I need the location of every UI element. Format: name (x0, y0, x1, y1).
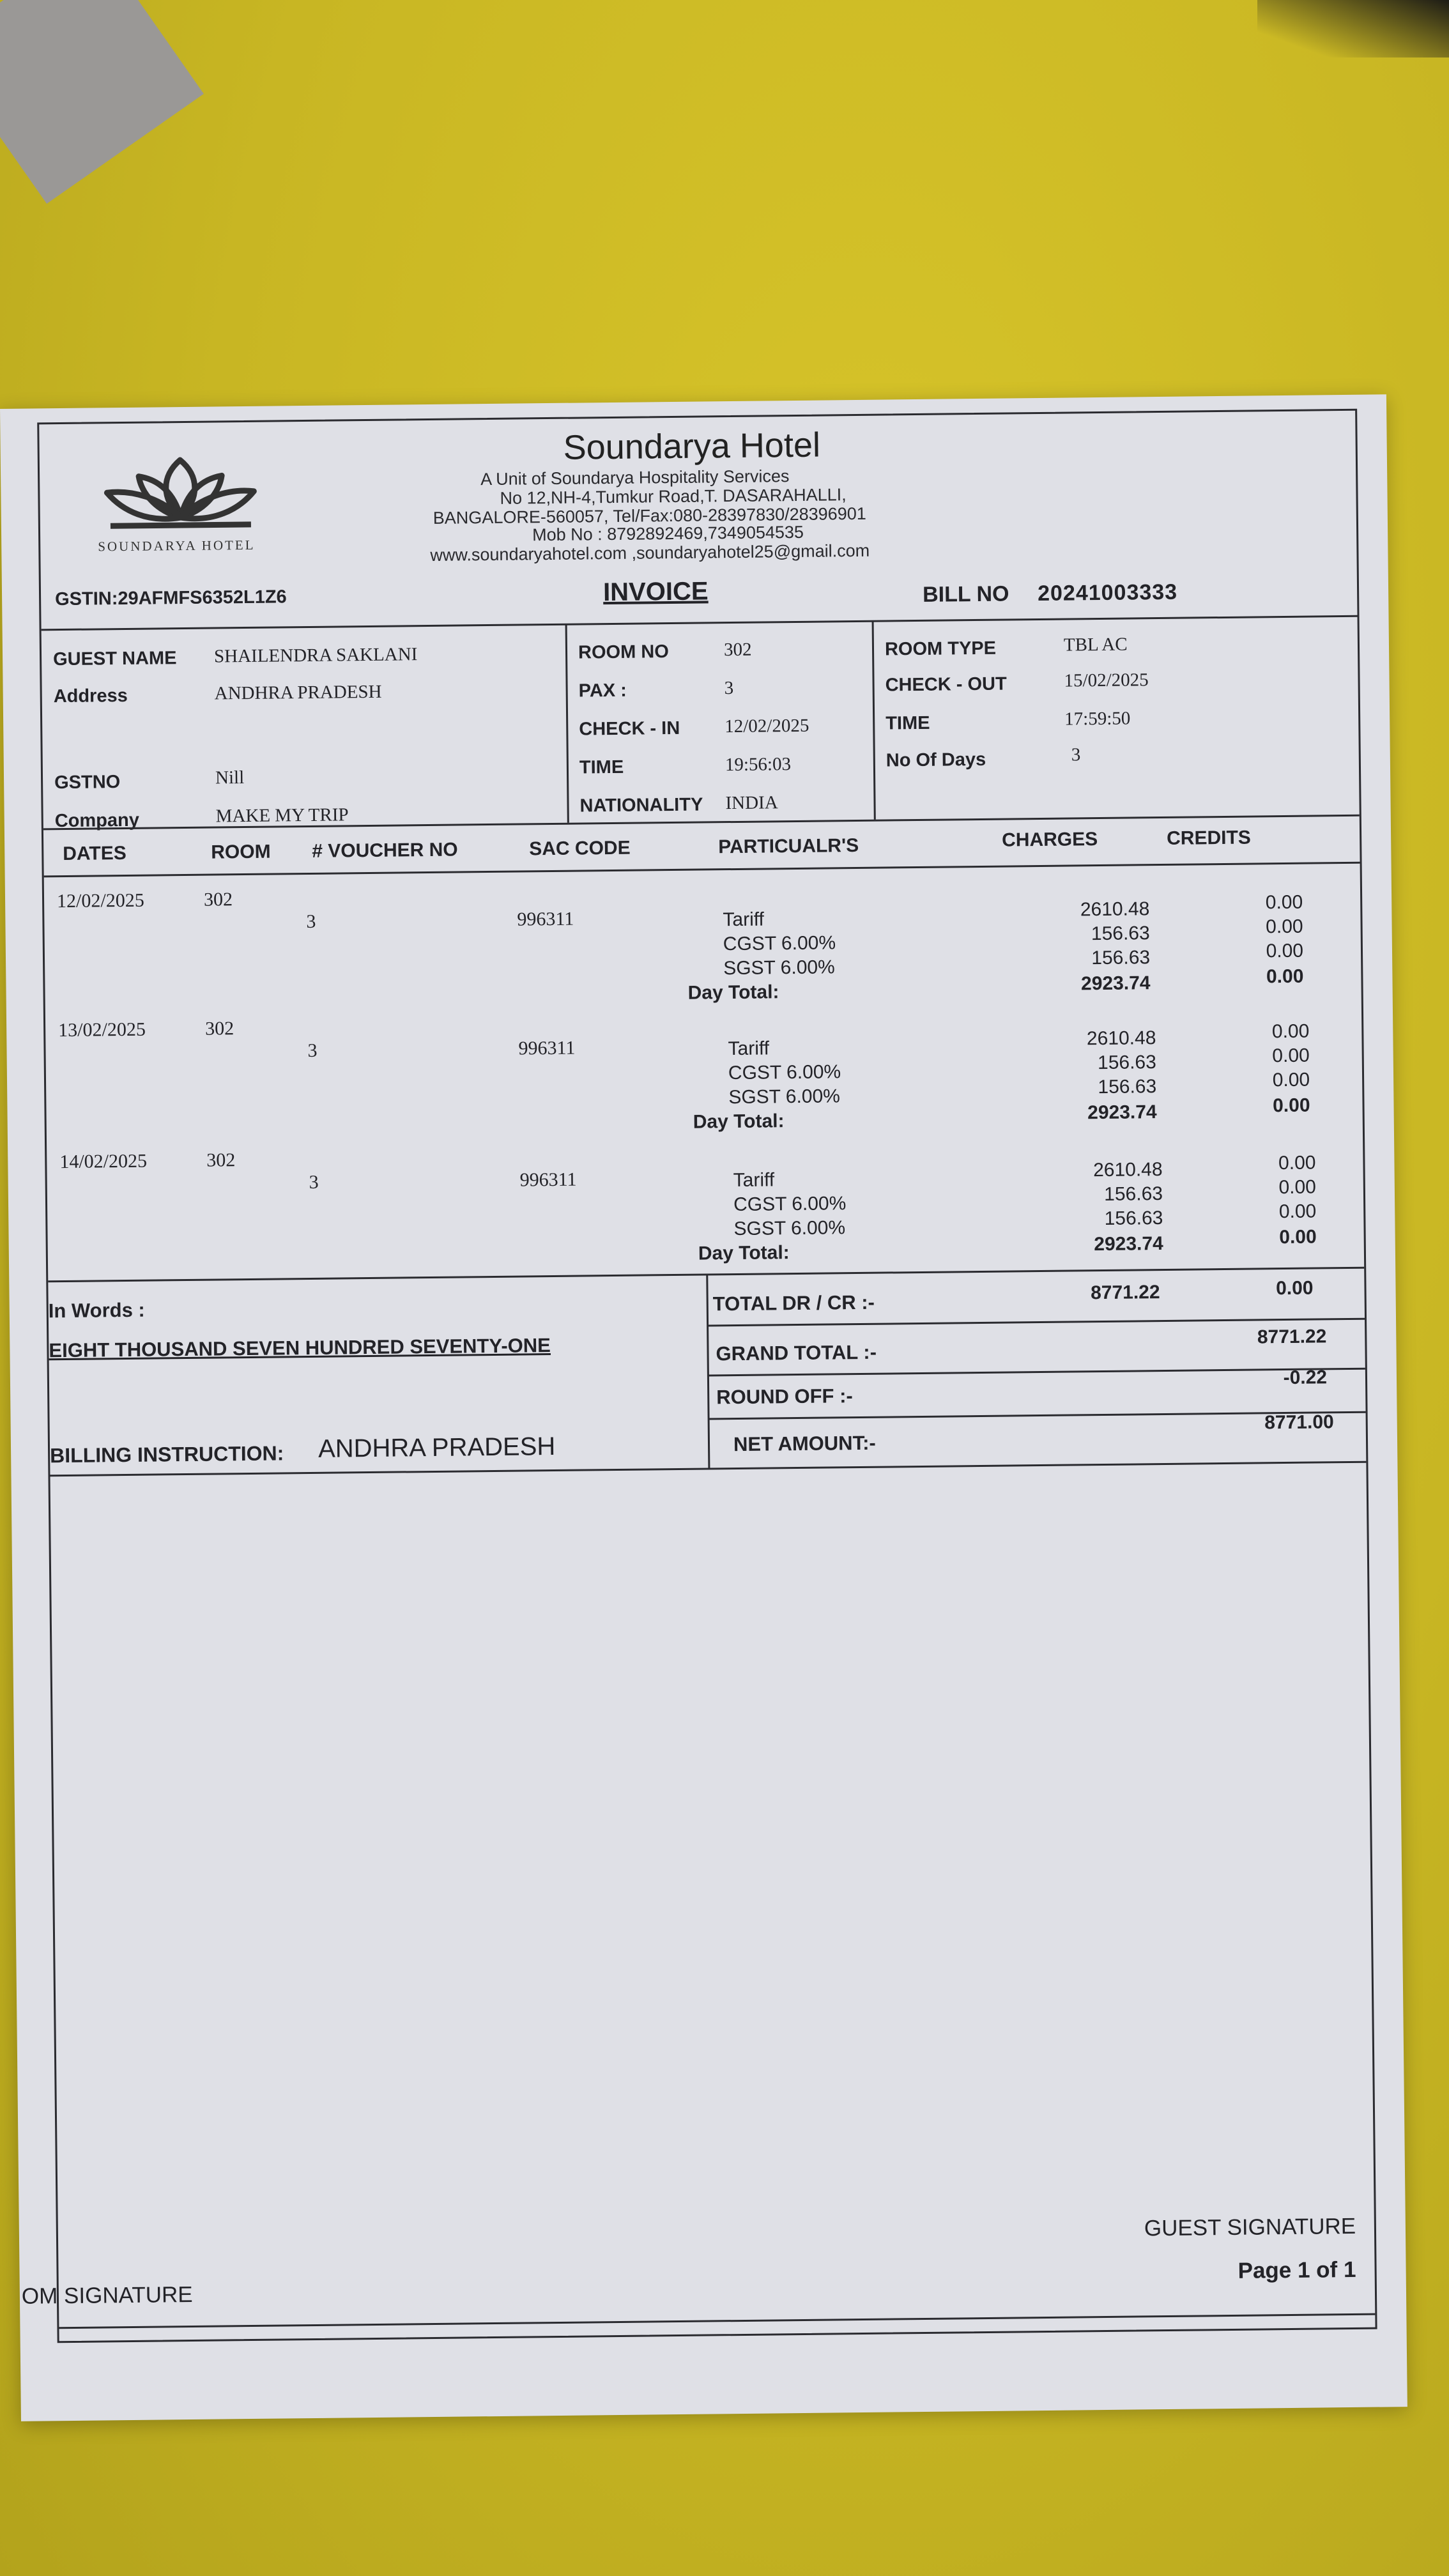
left-signature: OM SIGNATURE (21, 2282, 193, 2309)
company: MAKE MY TRIP (215, 804, 349, 827)
logo-text: SOUNDARYA HOTEL (98, 537, 256, 555)
round-off: -0.22 (1283, 1367, 1328, 1389)
lotus-icon (97, 447, 264, 538)
entry-voucher: 3 (309, 1171, 319, 1193)
columns-bottom-divider (44, 862, 1360, 878)
entry-line-charge: 156.63 (1098, 1076, 1157, 1098)
checkout-label: CHECK - OUT (885, 673, 1007, 696)
summary-divider (706, 1275, 710, 1468)
entry-line-label: Tariff (723, 908, 765, 931)
summary-line-1 (708, 1318, 1365, 1327)
entry-line-credit: 0.00 (1278, 1200, 1317, 1223)
entry-line-credit: 0.00 (1278, 1152, 1316, 1174)
entry-sac: 996311 (519, 1169, 577, 1191)
billing-instruction: ANDHRA PRADESH (318, 1432, 556, 1463)
day-total-credit: 0.00 (1279, 1226, 1317, 1248)
entry-line-charge: 156.63 (1097, 1052, 1156, 1074)
address-label: Address (53, 685, 128, 707)
entry-line-label: CGST 6.00% (733, 1193, 847, 1216)
entry-sac: 996311 (517, 908, 574, 930)
day-total-charge: 2923.74 (1094, 1233, 1163, 1255)
billing-instruction-label: BILLING INSTRUCTION: (49, 1441, 284, 1468)
in-words: EIGHT THOUSAND SEVEN HUNDRED SEVENTY-ONE (49, 1334, 551, 1362)
gstno: Nill (215, 767, 245, 788)
total-cr: 0.00 (1275, 1277, 1314, 1300)
entry-line-credit: 0.00 (1271, 1020, 1310, 1043)
time-out-label: TIME (885, 712, 930, 734)
col-credits: CREDITS (1166, 827, 1251, 849)
entry-line-label: SGST 6.00% (733, 1217, 846, 1240)
corner-shadow (1257, 0, 1449, 57)
entry-line-charge: 2610.48 (1086, 1027, 1156, 1050)
info-divider-2 (872, 622, 876, 820)
checkout: 15/02/2025 (1064, 670, 1149, 691)
gstin: GSTIN:29AFMFS6352L1Z6 (54, 586, 287, 610)
info-divider-1 (565, 625, 569, 823)
entry-room: 302 (203, 889, 233, 910)
room-no: 302 (723, 639, 752, 661)
header-divider (42, 615, 1358, 631)
day-total-charge: 2923.74 (1080, 972, 1151, 995)
time-out: 17:59:50 (1064, 708, 1131, 730)
invoice-sheet (21, 409, 1377, 2343)
entry-line-label: CGST 6.00% (728, 1061, 841, 1084)
day-total-label: Day Total: (698, 1242, 790, 1264)
checkin: 12/02/2025 (724, 715, 809, 737)
entry-line-credit: 0.00 (1278, 1176, 1317, 1199)
bill-no: 20241003333 (1037, 579, 1178, 606)
entry-line-charge: 156.63 (1104, 1183, 1163, 1205)
entry-line-charge: 2610.48 (1092, 1159, 1163, 1181)
entry-date: 12/02/2025 (56, 889, 144, 912)
total-dr-cr-label: TOTAL DR / CR :- (712, 1291, 875, 1315)
day-total-charge: 2923.74 (1087, 1101, 1157, 1124)
col-sac: SAC CODE (529, 837, 631, 860)
room-no-label: ROOM NO (578, 641, 669, 663)
hotel-address-line1: No 12,NH-4,Tumkur Road,T. DASARAHALLI, (500, 485, 847, 508)
total-dr: 8771.22 (1090, 1282, 1160, 1304)
days-count: 3 (1071, 744, 1081, 765)
entry-line-label: CGST 6.00% (723, 932, 836, 955)
entry-line-charge: 156.63 (1104, 1208, 1163, 1229)
hotel-web: www.soundaryahotel.com ,soundaryahotel25@gmail.com (430, 540, 870, 565)
entry-line-credit: 0.00 (1272, 1069, 1310, 1091)
guest-signature: GUEST SIGNATURE (1144, 2213, 1356, 2241)
day-total-credit: 0.00 (1266, 965, 1304, 988)
entry-line-credit: 0.00 (1266, 916, 1303, 938)
pax: 3 (724, 678, 734, 699)
day-total-credit: 0.00 (1272, 1094, 1310, 1117)
round-off-label: ROUND OFF :- (716, 1384, 853, 1409)
page-number: Page 1 of 1 (1238, 2257, 1356, 2283)
hotel-address-line2: BANGALORE-560057, Tel/Fax:080-28397830/28396901 (433, 503, 866, 528)
col-particulars: PARTICUALR'S (718, 834, 859, 858)
address: ANDHRA PRADESH (214, 681, 382, 704)
room-type: TBL AC (1063, 634, 1128, 656)
entry-line-charge: 2610.48 (1080, 898, 1150, 921)
invoice-paper (0, 394, 1407, 2421)
day-total-label: Day Total: (687, 981, 779, 1004)
entry-line-label: SGST 6.00% (723, 956, 835, 979)
entry-room: 302 (205, 1018, 234, 1039)
entry-voucher: 3 (306, 910, 316, 933)
net-amount: 8771.00 (1264, 1411, 1334, 1434)
guest-name-label: GUEST NAME (52, 648, 177, 670)
entry-date: 14/02/2025 (59, 1150, 148, 1173)
day-total-label: Day Total: (693, 1110, 785, 1133)
guest-name: SHAILENDRA SAKLANI (213, 644, 418, 667)
entry-sac: 996311 (518, 1037, 576, 1059)
nationality-label: NATIONALITY (579, 794, 703, 816)
col-voucher: # VOUCHER NO (312, 839, 458, 862)
footer-divider (59, 2313, 1375, 2329)
entry-date: 13/02/2025 (58, 1018, 146, 1041)
in-words-label: In Words : (48, 1298, 145, 1322)
days-label: No Of Days (885, 749, 986, 771)
entry-room: 302 (206, 1149, 236, 1171)
hotel-name: Soundarya Hotel (563, 425, 821, 467)
grand-total: 8771.22 (1257, 1326, 1327, 1348)
hotel-unit: A Unit of Soundarya Hospitality Services (480, 466, 790, 489)
checkin-label: CHECK - IN (579, 717, 680, 740)
hotel-mobile: Mob No : 8792892469,7349054535 (532, 522, 804, 545)
time-in: 19:56:03 (724, 754, 792, 776)
entry-line-charge: 156.63 (1091, 947, 1151, 969)
entry-line-credit: 0.00 (1272, 1045, 1310, 1067)
net-amount-label: NET AMOUNT:- (733, 1431, 876, 1456)
entry-line-credit: 0.00 (1265, 891, 1303, 914)
entry-line-label: Tariff (733, 1169, 775, 1192)
col-dates: DATES (63, 842, 126, 865)
entry-line-credit: 0.00 (1266, 940, 1304, 962)
room-type-label: ROOM TYPE (884, 638, 997, 660)
gstno-label: GSTNO (54, 772, 121, 793)
entry-line-label: Tariff (728, 1038, 770, 1060)
entry-line-label: SGST 6.00% (728, 1085, 841, 1108)
grand-total-label: GRAND TOTAL :- (716, 1340, 877, 1365)
time-in-label: TIME (579, 756, 624, 778)
company-label: Company (54, 809, 140, 832)
pax-label: PAX : (578, 680, 627, 702)
bill-no-label: BILL NO (922, 581, 1009, 607)
entry-line-charge: 156.63 (1091, 923, 1150, 945)
col-charges: CHARGES (1001, 829, 1098, 851)
col-room: ROOM (211, 841, 271, 863)
doc-title: INVOICE (602, 577, 709, 607)
nationality: INDIA (725, 792, 778, 814)
entry-voucher: 3 (307, 1039, 318, 1062)
